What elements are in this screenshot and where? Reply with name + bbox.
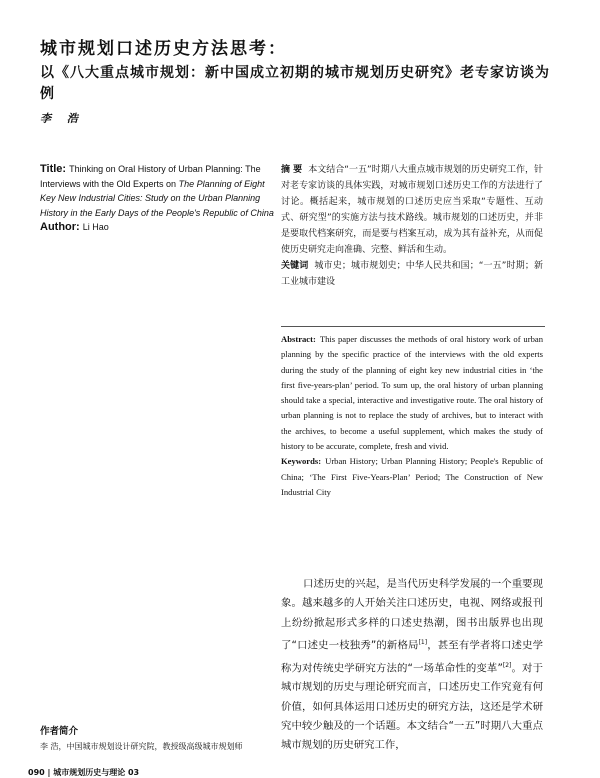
english-title-block: Title: Thinking on Oral History of Urban Planning: The Interviews with the Old Experts on The Planning of Eight Key New Industrial Cities: Study on the Urban Planning History in the Early Days of the People's Republic of China Author: Li Hao: [40, 163, 274, 233]
chinese-abstract: [281, 162, 543, 290]
citation-1: [1]: [418, 638, 428, 646]
english-title-italic: The Planning of Eight Key New Industrial Cities: Study on the Urban Planning History in the Early Days of the People's Republic of China: [40, 178, 274, 218]
en-abstract-label: Abstract:: [281, 334, 316, 344]
english-author: Li Hao: [82, 222, 109, 232]
paper-subtitle: 以《八大重点城市规划：新中国成立初期的城市规划历史研究》老专家访谈为例: [40, 65, 550, 102]
body-text-c: 。对于城市规划的历史与理论研究而言，口述历史工作究竟有何价值，如何具体运用口述历史的研究方法，这还是学术研究中较少触及的一个话题。本文结合“一五”时期八大重点城市规划的历史研究工作，: [281, 662, 543, 752]
citation-2: [2]: [502, 661, 512, 669]
author-name: 李 浩: [40, 112, 84, 125]
paper-title: 城市规划口述历史方法思考：: [40, 39, 287, 59]
english-abstract: [281, 332, 543, 500]
en-keywords-label: Keywords:: [281, 456, 322, 467]
body-text-a: 口述历史的兴起，是当代历史科学发展的一个重要现象。越来越多的人开始关注口述历史，电视、网络或报刊上纷纷掀起形式多样的口述史热潮，图书出版界也出现了“口述史一枝独秀”的新格局: [281, 578, 543, 652]
cn-keywords-text: 城市史；城市规划史；中华人民共和国；“一五”时期；新工业城市建设: [281, 261, 543, 287]
en-keywords-text: Urban History; Urban Planning History; People's Republic of China; ‘The First Five-Years-Plan’ Period; The Construction of New Industrial City: [281, 456, 543, 497]
en-abstract-text: This paper discusses the methods of oral history work of urban planning by the specific practice of the interviews with the old experts during the study of the planning of eight key new industrial cities in ‘the first five-years-plan’ period. To sum up, the oral history of urban planning should take a special, interactive and investigative route. The oral history of urban planning is not to replace the study of archives, but to interact with the archives, to become a useful supplement, which makes the study of history to be accurate, complete, fresh and vivid.: [281, 334, 543, 452]
author-label: Author: [40, 221, 77, 233]
cn-abstract-label: 摘 要: [281, 165, 303, 175]
body-text-b: ，甚至有学者将口述史学称为对传统史学研究方法的“一场革命性的变革”: [281, 639, 544, 675]
page-footer: 090 | 城市规划历史与理论 03: [28, 768, 140, 777]
title-label: Title: [40, 163, 63, 175]
author-bio-text: 李 浩，中国城市规划设计研究院，教授级高级城市规划师: [40, 742, 243, 751]
cn-abstract-text: 本文结合“一五”时期八大重点城市规划的历史研究工作，针对老专家访谈的具体实践，对城市规划口述历史工作的方法进行了讨论。概括起来，城市规划的口述历史应当采取“专题性、互动式、研究型”的实施方法与技术路线。城市规划的口述历史，并非是要取代档案研究，而是要与档案互动，成为其有益补充，从而促使历史研究走向准确、完整、鲜活和生动。: [281, 165, 544, 255]
english-title-text: Thinking on Oral History of Urban Planning: The Interviews with the Old Experts on: [40, 164, 261, 189]
section-divider: [281, 326, 545, 327]
author-bio-heading: 作者简介: [40, 726, 79, 737]
body-paragraph: [281, 575, 543, 756]
cn-keywords-label: 关键词: [281, 261, 309, 271]
